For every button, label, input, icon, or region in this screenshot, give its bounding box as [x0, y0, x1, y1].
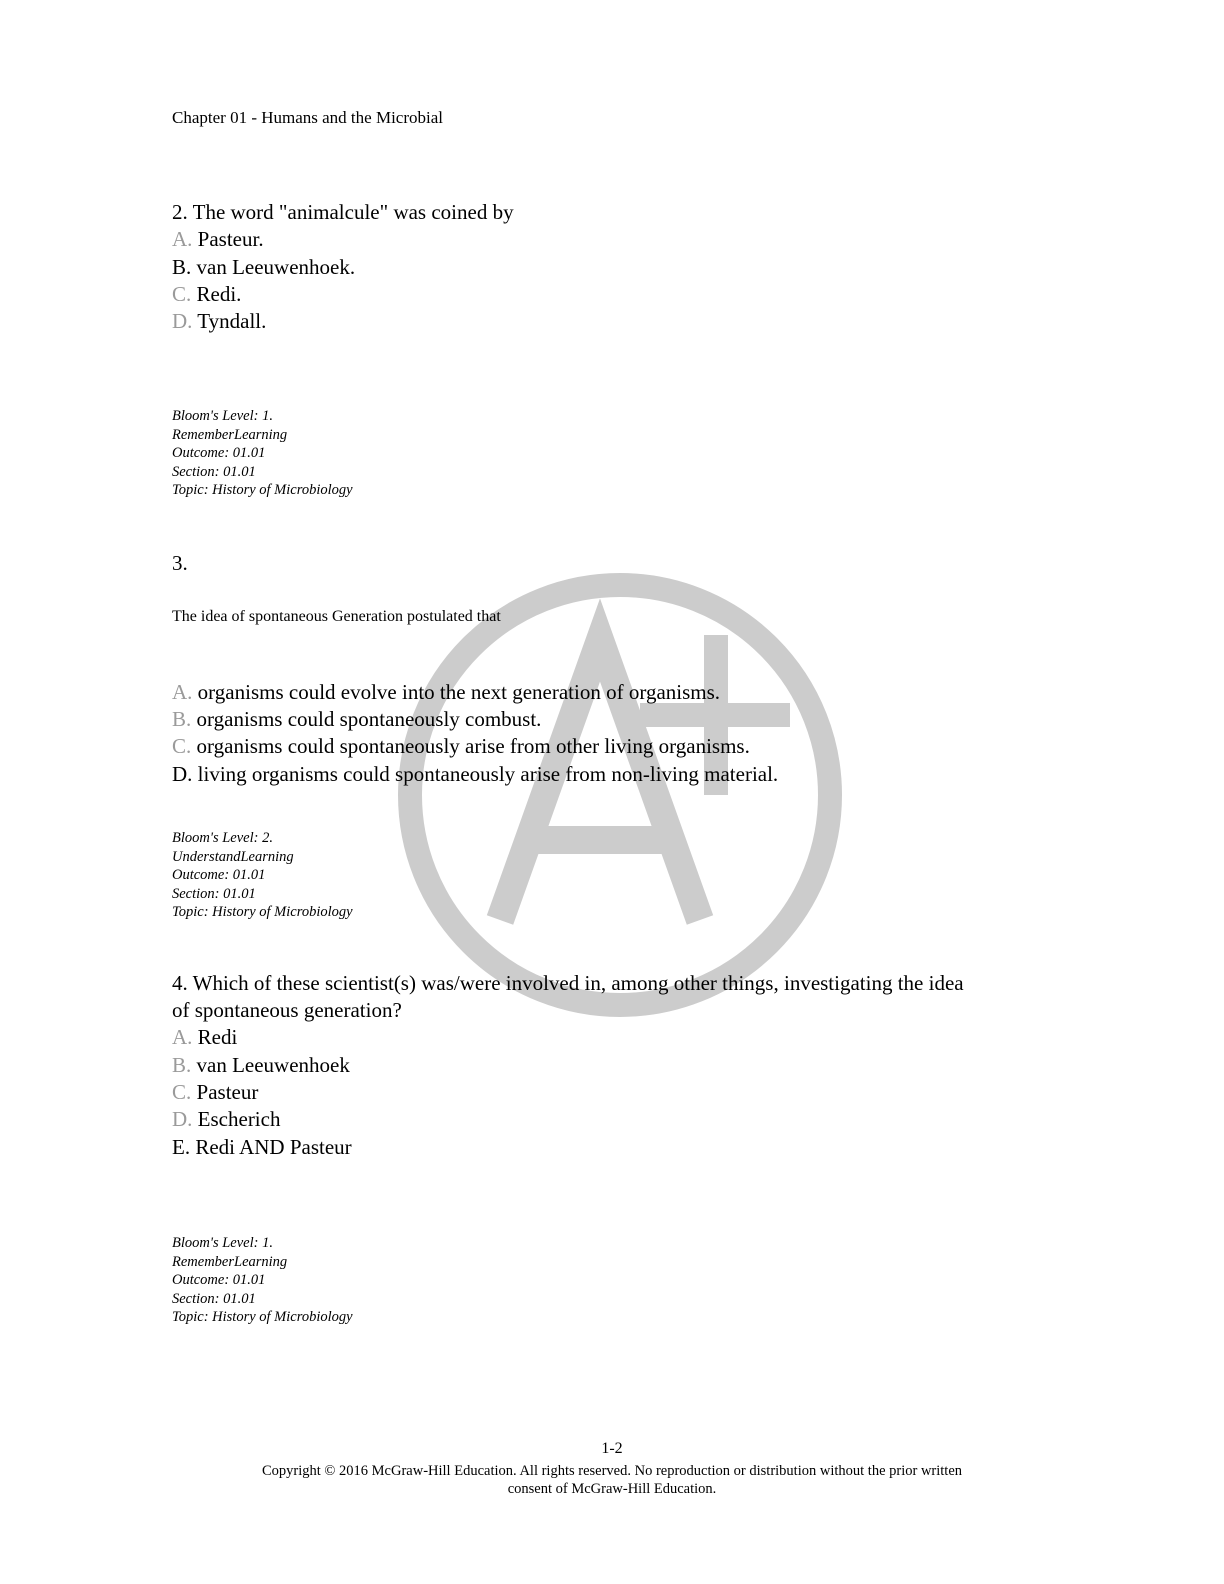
option-letter: D. [172, 1107, 193, 1131]
topic: Topic: History of Microbiology [172, 482, 353, 498]
question-4-stem-line-2: of spontaneous generation? [172, 998, 402, 1022]
option-text: living organisms could spontaneously arise from non-living material. [192, 762, 779, 786]
option-letter: B. [172, 707, 192, 731]
blooms-level: Bloom's Level: 1. [172, 408, 273, 424]
option-text: Redi AND Pasteur [190, 1135, 352, 1159]
option-text: Redi [192, 1025, 238, 1049]
blooms-category: RememberLearning [172, 1253, 288, 1270]
option-text: Tyndall. [192, 309, 267, 333]
option-letter: C. [172, 1080, 192, 1104]
option-letter: A. [172, 680, 193, 704]
blooms-category: RememberLearning [172, 426, 288, 443]
question-4-meta [172, 1234, 353, 1327]
option-text: organisms could spontaneously combust. [191, 707, 542, 731]
question-2-option-b [172, 254, 355, 281]
outcome: Outcome: 01.01 [172, 445, 266, 461]
question-4-stem-line-1: 4. Which of these scientist(s) was/were involved in, among other things, investigating the idea [172, 971, 964, 995]
question-4-option-e [172, 1134, 352, 1161]
blooms-category: UnderstandLearning [172, 848, 294, 865]
option-letter: B. [172, 255, 192, 279]
question-4-option-a [172, 1024, 237, 1051]
question-3-option-b [172, 706, 541, 733]
option-letter: D. [172, 762, 193, 786]
option-text: Redi. [191, 282, 242, 306]
section: Section: 01.01 [172, 1290, 256, 1307]
question-3-stem: The idea of spontaneous Generation postulated that [172, 608, 501, 625]
option-text: Pasteur. [192, 227, 264, 251]
option-letter: B. [172, 1053, 192, 1077]
question-3-option-c [172, 733, 750, 760]
page-number: 1-2 [601, 1440, 623, 1457]
question-2-option-a [172, 226, 264, 253]
option-letter: A. [172, 1025, 193, 1049]
option-letter: C. [172, 734, 192, 758]
option-letter: C. [172, 282, 192, 306]
option-text: van Leeuwenhoek. [191, 255, 356, 279]
option-text: organisms could spontaneously arise from other living organisms. [191, 734, 750, 758]
question-3-option-d [172, 761, 778, 788]
copyright-line-2: consent of McGraw-Hill Education. [507, 1481, 717, 1497]
blooms-level: Bloom's Level: 2. [172, 830, 273, 846]
question-2-meta [172, 407, 353, 500]
blooms-level: Bloom's Level: 1. [172, 1235, 273, 1251]
question-2-stem: 2. The word "animalcule" was coined by [172, 200, 514, 224]
option-letter: A. [172, 227, 193, 251]
outcome: Outcome: 01.01 [172, 1272, 266, 1288]
question-2-option-c [172, 281, 241, 308]
outcome: Outcome: 01.01 [172, 867, 266, 883]
option-text: Escherich [192, 1107, 281, 1131]
question-3-option-a [172, 679, 720, 706]
question-4-option-c [172, 1079, 258, 1106]
watermark-circle [410, 585, 830, 1005]
option-text: Pasteur [191, 1080, 259, 1104]
question-2-option-d [172, 308, 266, 335]
question-3-number: 3. [172, 551, 188, 575]
option-text: organisms could evolve into the next generation of organisms. [192, 680, 721, 704]
topic: Topic: History of Microbiology [172, 904, 353, 920]
chapter-header: Chapter 01 - Humans and the Microbial [172, 108, 443, 127]
question-4-option-b [172, 1052, 350, 1079]
question-4-option-d [172, 1106, 280, 1133]
section: Section: 01.01 [172, 885, 256, 902]
option-text: van Leeuwenhoek [191, 1053, 350, 1077]
question-3-meta [172, 829, 353, 922]
topic: Topic: History of Microbiology [172, 1309, 353, 1325]
option-letter: E. [172, 1135, 191, 1159]
copyright-line-1: Copyright © 2016 McGraw-Hill Education. All rights reserved. No reproduction or distribution without the prior written [261, 1463, 963, 1479]
section: Section: 01.01 [172, 463, 256, 480]
option-letter: D. [172, 309, 193, 333]
